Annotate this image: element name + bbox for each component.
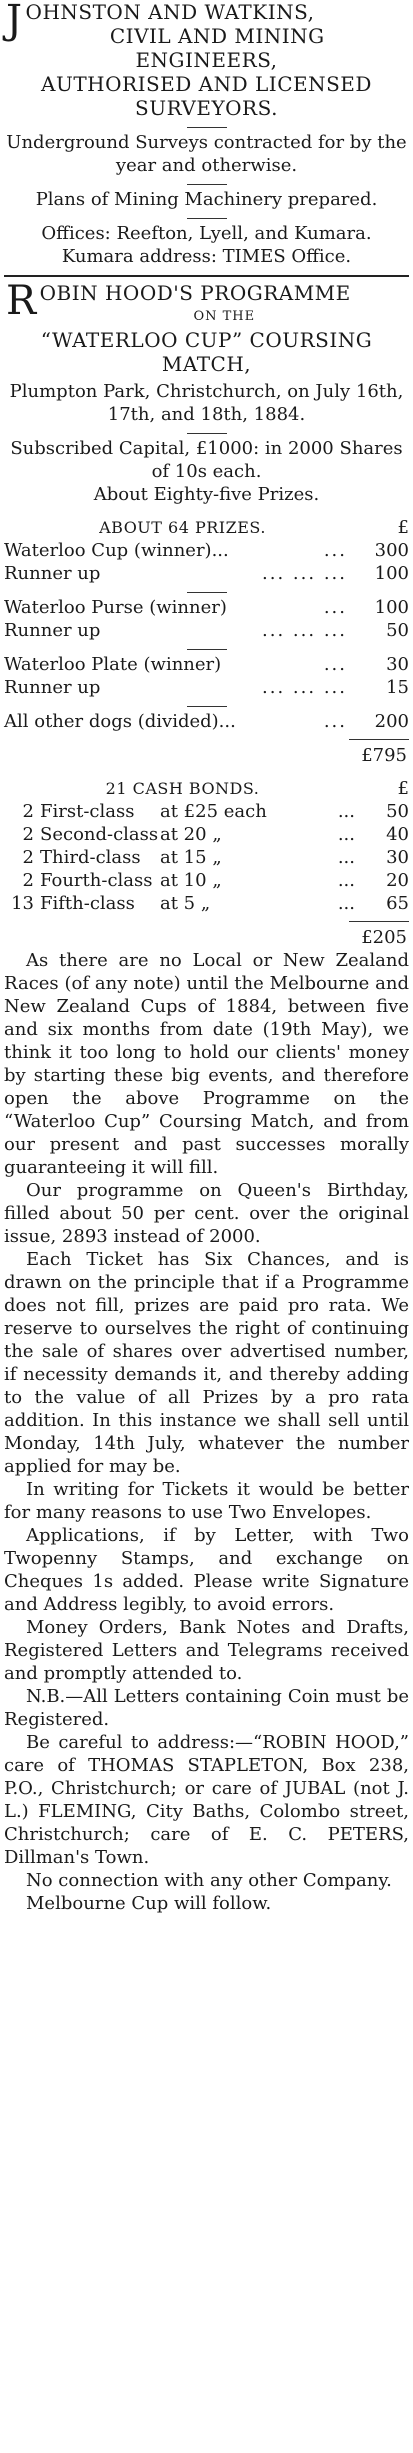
bond-count: 2 xyxy=(22,847,34,868)
ad-johnston-watkins xyxy=(4,0,409,268)
bond-class: First-class xyxy=(40,801,135,822)
divider xyxy=(187,127,227,128)
prize-amount: 50 xyxy=(386,620,409,641)
prizes-header-label: ABOUT 64 PRIZES. xyxy=(99,518,266,537)
prize-row xyxy=(4,619,409,642)
newspaper-column xyxy=(4,0,409,1915)
prize-row xyxy=(4,539,409,562)
prize-group-cup xyxy=(4,539,409,585)
leader-dots: ... xyxy=(323,540,347,561)
prize-label: Waterloo Cup (winner)... xyxy=(4,540,229,561)
ad2-drop-cap: R xyxy=(6,278,37,324)
bond-amount: 30 xyxy=(386,847,409,868)
ad2-about-prizes: About Eighty-five Prizes. xyxy=(93,484,320,505)
prize-amount: 100 xyxy=(374,597,409,618)
prize-label: All other dogs (divided)... xyxy=(4,711,236,732)
bonds-header xyxy=(4,777,409,800)
bond-row xyxy=(4,869,409,892)
ad1-heading-line1: JOHNSTON AND WATKINS, xyxy=(6,0,315,43)
prize-label: Runner up xyxy=(4,563,101,584)
ad2-cup-title: “WATERLOO CUP” COURSING xyxy=(40,328,373,352)
ad2-title: ROBIN HOOD'S PROGRAMME xyxy=(6,278,351,324)
prize-amount: 15 xyxy=(386,677,409,698)
prize-label: Runner up xyxy=(4,620,101,641)
divider xyxy=(187,218,227,219)
ad1-heading-line3: ENGINEERS, xyxy=(135,48,278,72)
bond-count: 2 xyxy=(22,824,34,845)
prize-amount: 30 xyxy=(386,654,409,675)
bond-count: 13 xyxy=(11,893,34,914)
bonds-header-label: 21 CASH BONDS. xyxy=(105,779,260,798)
bonds-list xyxy=(4,800,409,915)
leader-dots: ... xyxy=(337,870,355,891)
bond-class: Third-class xyxy=(40,847,141,868)
divider xyxy=(187,649,227,650)
leader-dots: ... xyxy=(337,893,355,914)
divider xyxy=(187,184,227,185)
divider xyxy=(187,433,227,434)
leader-dots: ... xyxy=(323,597,347,618)
bond-class: Fifth-class xyxy=(40,893,135,914)
bond-rate: at £25 each xyxy=(160,801,267,822)
ad1-paragraph: Plans of Mining Machinery prepared. xyxy=(35,189,378,210)
currency-label: £ xyxy=(397,778,409,799)
body-paragraph: As there are no Local or New Zealand Races (of any note) until the Melbourne and New Zealand Cups of 1884, between five and six months from date (19th May), we think it too long to hold our clients' money by starting these big events, and therefore open the above Programme on the “Waterloo Cup” Coursing Match, and from our present and past successes morally guaranteeing it will fill. xyxy=(4,950,409,1178)
ad1-offices: Offices: Reefton, Lyell, and Kumara. xyxy=(41,223,372,244)
ad1-heading-line2: CIVIL AND MINING xyxy=(109,24,325,48)
prize-label: Waterloo Plate (winner) xyxy=(4,654,222,675)
leader-dots: ... xyxy=(337,801,355,822)
prize-group-purse xyxy=(4,596,409,642)
prize-group-plate xyxy=(4,653,409,699)
ad2-capital: Subscribed Capital, £1000: in 2000 Shares of 10s each. xyxy=(10,438,403,482)
bond-row xyxy=(4,892,409,915)
currency-label: £ xyxy=(397,517,409,538)
total-rule xyxy=(349,739,409,740)
leader-dots: ... xyxy=(323,654,347,675)
prize-amount: 200 xyxy=(374,711,409,732)
body-paragraph: No connection with any other Company. xyxy=(26,1870,392,1891)
prizes-total: £795 xyxy=(361,745,407,766)
bond-rate: at 5 „ xyxy=(160,893,211,914)
ad1-address: Kumara address: TIMES Office. xyxy=(61,246,352,267)
ad2-match: MATCH, xyxy=(161,352,252,376)
leader-dots: ... xyxy=(323,711,347,732)
bond-count: 2 xyxy=(22,870,34,891)
prizes-header xyxy=(4,516,409,539)
leader-dots: ... xyxy=(337,847,355,868)
body-paragraph: In writing for Tickets it would be better for many reasons to use Two Envelopes. xyxy=(4,1479,409,1523)
ad1-heading-line4: AUTHORISED AND LICENSED xyxy=(41,72,372,96)
bond-rate: at 20 „ xyxy=(160,824,222,845)
ad1-paragraph: Underground Surveys contracted for by the year and otherwise. xyxy=(6,132,407,176)
divider xyxy=(187,592,227,593)
leader-dots: ... xyxy=(337,824,355,845)
prize-row xyxy=(4,710,409,733)
prize-row xyxy=(4,562,409,585)
prize-row xyxy=(4,676,409,699)
bond-rate: at 15 „ xyxy=(160,847,222,868)
leader-dots: ... ... ... xyxy=(262,677,347,698)
total-rule xyxy=(349,921,409,922)
body-paragraph: Each Ticket has Six Chances, and is drawn on the principle that if a Programme does not fill, prizes are paid pro rata. We reserve to ourselves the right of continuing the sale of shares over advertised number, if necessity demands it, and thereby adding to the value of all Prizes by a pro rata addition. In this instance we shall sell until Monday, 14th July, whatever the number applied for may be. xyxy=(4,1249,409,1477)
bond-count: 2 xyxy=(22,801,34,822)
bond-class: Fourth-class xyxy=(40,870,153,891)
bond-amount: 40 xyxy=(386,824,409,845)
body-paragraph: Money Orders, Bank Notes and Drafts, Registered Letters and Telegrams received and promptly attended to. xyxy=(4,1617,409,1684)
ad2-on-the: ON THE xyxy=(193,309,256,324)
leader-dots: ... ... ... xyxy=(262,620,347,641)
bonds-total: £205 xyxy=(361,927,407,948)
prize-label: Runner up xyxy=(4,677,101,698)
bond-amount: 20 xyxy=(386,870,409,891)
body-paragraph: N.B.—All Letters containing Coin must be Registered. xyxy=(4,1686,409,1730)
bond-amount: 50 xyxy=(386,801,409,822)
ad1-heading-line5: SURVEYORS. xyxy=(135,96,278,120)
prize-row xyxy=(4,653,409,676)
divider xyxy=(187,706,227,707)
ad2-body-text xyxy=(4,949,409,1915)
prize-row xyxy=(4,596,409,619)
bond-amount: 65 xyxy=(386,893,409,914)
ad1-drop-cap: J xyxy=(6,0,23,43)
leader-dots: ... ... ... xyxy=(262,563,347,584)
body-paragraph: Applications, if by Letter, with Two Twopenny Stamps, and exchange on Cheques 1s added. Please write Signature and Address legibly, to avoid errors. xyxy=(4,1525,409,1615)
bond-row xyxy=(4,846,409,869)
ad-robin-hood xyxy=(4,278,409,1915)
prize-amount: 100 xyxy=(374,563,409,584)
body-paragraph: Be careful to address:—“ROBIN HOOD,” care of THOMAS STAPLETON, Box 238, P.O., Christchurch; or care of JUBAL (not J. L.) FLEMING, City Baths, Colombo street, Christchurch; care of E. C. PETERS, Dillman's Town. xyxy=(4,1732,409,1868)
bond-rate: at 10 „ xyxy=(160,870,222,891)
ad2-venue: Plumpton Park, Christchurch, on July 16th, 17th, and 18th, 1884. xyxy=(9,381,404,425)
prize-amount: 300 xyxy=(374,540,409,561)
body-paragraph: Melbourne Cup will follow. xyxy=(26,1893,272,1914)
bond-row xyxy=(4,800,409,823)
bond-row xyxy=(4,823,409,846)
bond-class: Second-class xyxy=(40,824,159,845)
prize-group-other xyxy=(4,710,409,733)
prize-label: Waterloo Purse (winner) xyxy=(4,597,227,618)
body-paragraph: Our programme on Queen's Birthday, filled about 50 per cent. over the original issue, 2893 instead of 2000. xyxy=(4,1180,409,1247)
ad-separator xyxy=(4,275,409,277)
